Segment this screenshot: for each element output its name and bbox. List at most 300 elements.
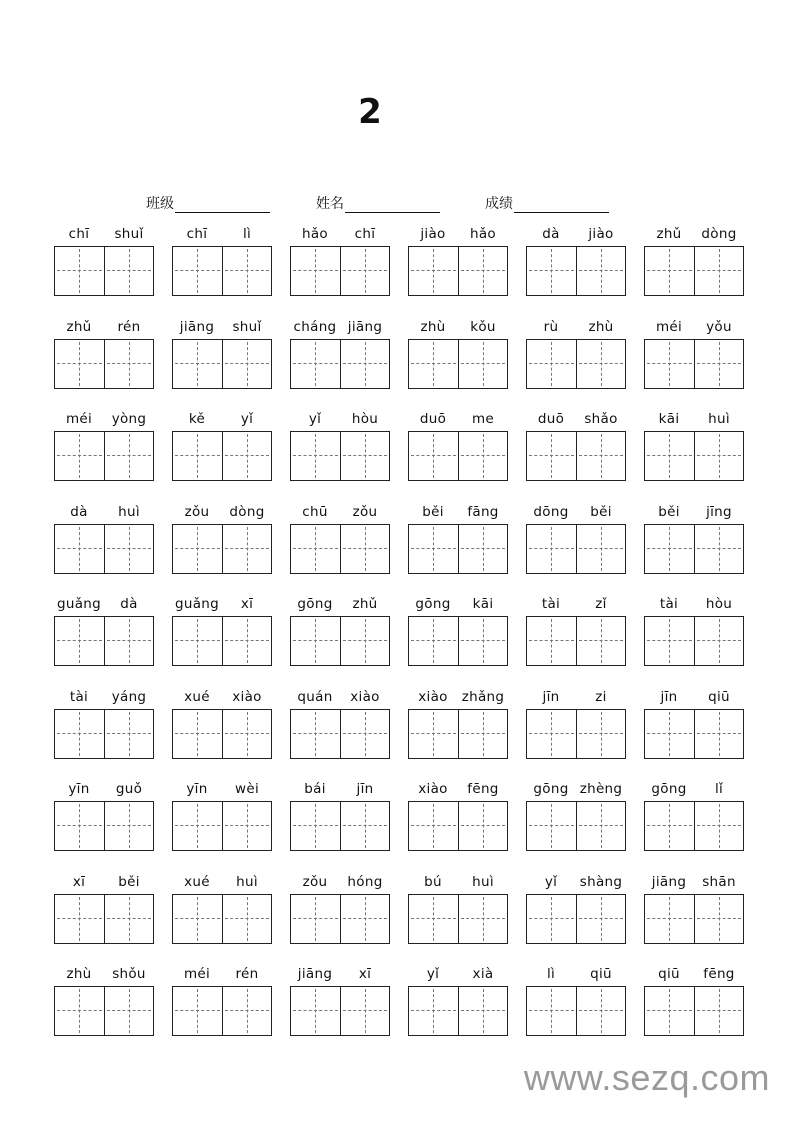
writing-cell[interactable] [527,525,576,573]
writing-cell[interactable] [576,525,626,573]
word-item [408,504,508,576]
writing-cell[interactable] [527,895,576,943]
writing-boxes [644,431,744,481]
writing-cell[interactable] [55,340,104,388]
writing-cell[interactable] [173,802,222,850]
word-item [172,596,272,668]
writing-cell[interactable] [104,895,154,943]
writing-cell[interactable] [340,987,390,1035]
word-item [526,966,626,1038]
pinyin-syllable: hòu [351,411,379,427]
word-item [526,874,626,946]
writing-cell[interactable] [104,525,154,573]
pinyin-syllable: dà [120,596,138,612]
pinyin-syllable: zhù [588,318,614,335]
writing-cell[interactable] [222,895,272,943]
writing-cell[interactable] [576,895,626,943]
word-item [290,411,390,483]
word-item [54,781,154,853]
writing-cell[interactable] [458,340,508,388]
writing-cell[interactable] [104,247,154,295]
writing-cell[interactable] [576,432,626,480]
word-item [54,966,154,1038]
writing-boxes [172,431,272,481]
writing-cell[interactable] [55,247,104,295]
writing-cell[interactable] [173,987,222,1035]
writing-cell[interactable] [458,525,508,573]
word-item [290,226,390,298]
writing-cell[interactable] [291,247,340,295]
writing-cell[interactable] [409,617,458,665]
writing-boxes [290,616,390,666]
writing-cell[interactable] [576,802,626,850]
writing-boxes [408,986,508,1036]
writing-cell[interactable] [694,247,744,295]
pinyin-syllable: shàng [579,873,623,890]
pinyin-syllable: jiāng [651,873,687,890]
writing-cell[interactable] [55,525,104,573]
writing-cell[interactable] [340,802,390,850]
pinyin-syllable: yáng [111,688,147,705]
pinyin-syllable: rén [235,966,259,982]
word-item [644,504,744,576]
writing-cell[interactable] [645,247,694,295]
pinyin-syllable: zhǔ [656,226,682,242]
pinyin-syllable: zi [595,688,607,705]
pinyin-syllable: duō [537,411,565,427]
pinyin-syllable: zhù [66,966,92,982]
pinyin-syllable: shǎo [584,411,618,427]
writing-boxes [526,524,626,574]
pinyin-syllable: duō [419,411,447,427]
pinyin-syllable: jiāng [297,966,333,982]
writing-boxes [408,524,508,574]
writing-cell[interactable] [173,617,222,665]
pinyin-syllable: guǒ [115,781,143,797]
writing-boxes [54,894,154,944]
word-item [526,596,626,668]
pinyin-syllable: guǎng [174,596,220,612]
pinyin-syllable: dà [70,503,88,520]
writing-boxes [644,246,744,296]
writing-cell[interactable] [222,987,272,1035]
pinyin-syllable: chī [186,226,208,242]
writing-boxes [526,339,626,389]
word-item [172,319,272,391]
word-item [54,596,154,668]
writing-boxes [644,709,744,759]
pinyin-syllable: gōng [415,596,451,612]
writing-boxes [526,894,626,944]
page-number: 2 [358,92,382,132]
word-item [290,966,390,1038]
writing-cell[interactable] [222,525,272,573]
writing-boxes [172,709,272,759]
word-item [290,689,390,761]
writing-boxes [644,339,744,389]
writing-cell[interactable] [291,432,340,480]
writing-cell[interactable] [340,525,390,573]
word-item [526,504,626,576]
word-item [408,966,508,1038]
writing-cell[interactable] [409,987,458,1035]
pinyin-syllable: chū [302,503,328,520]
writing-cell[interactable] [645,432,694,480]
pinyin-syllable: xī [240,596,254,612]
word-row [54,504,754,597]
word-row [54,226,754,319]
writing-cell[interactable] [458,432,508,480]
word-item [290,781,390,853]
word-item [644,226,744,298]
writing-boxes [644,524,744,574]
pinyin-syllable: hóng [347,873,383,890]
writing-cell[interactable] [55,987,104,1035]
writing-cell[interactable] [409,432,458,480]
writing-boxes [172,524,272,574]
writing-boxes [290,986,390,1036]
writing-cell[interactable] [694,617,744,665]
pinyin-syllable: xué [184,873,210,890]
pinyin-syllable: yòng [111,411,147,427]
writing-boxes [526,709,626,759]
writing-cell[interactable] [409,247,458,295]
pinyin-syllable: gōng [297,596,333,612]
writing-cell[interactable] [576,710,626,758]
word-item [644,874,744,946]
writing-cell[interactable] [291,340,340,388]
word-item [172,226,272,298]
writing-cell[interactable] [104,802,154,850]
pinyin-syllable: méi [65,411,93,427]
writing-cell[interactable] [173,340,222,388]
pinyin-syllable: rén [117,318,141,335]
word-item [644,596,744,668]
writing-boxes [54,431,154,481]
writing-cell[interactable] [291,617,340,665]
writing-cell[interactable] [527,247,576,295]
word-item [54,689,154,761]
writing-cell[interactable] [576,617,626,665]
writing-cell[interactable] [409,525,458,573]
word-item [172,874,272,946]
writing-cell[interactable] [409,802,458,850]
word-item [408,874,508,946]
word-item [526,226,626,298]
writing-cell[interactable] [104,710,154,758]
word-row [54,319,754,412]
pinyin-syllable: běi [658,503,680,520]
writing-cell[interactable] [645,340,694,388]
pinyin-syllable: dōng [533,503,569,520]
writing-boxes [526,246,626,296]
writing-cell[interactable] [222,617,272,665]
word-item [290,319,390,391]
pinyin-syllable: yīn [186,781,208,797]
writing-cell[interactable] [55,617,104,665]
writing-cell[interactable] [458,895,508,943]
pinyin-syllable: méi [183,966,211,982]
word-row [54,689,754,782]
writing-cell[interactable] [527,432,576,480]
writing-cell[interactable] [645,710,694,758]
pinyin-syllable: wèi [235,781,259,797]
pinyin-syllable: tài [541,596,561,612]
pinyin-syllable: shǒu [112,966,146,982]
score-blank[interactable] [514,198,609,213]
writing-cell[interactable] [222,802,272,850]
pinyin-syllable: dòng [701,226,737,242]
pinyin-syllable: gōng [651,781,687,797]
pinyin-syllable: jiào [420,226,446,242]
writing-boxes [644,801,744,851]
writing-cell[interactable] [222,710,272,758]
pinyin-syllable: yǒu [706,318,732,335]
word-item [644,319,744,391]
practice-grid [54,226,754,1059]
writing-boxes [644,986,744,1036]
writing-cell[interactable] [291,710,340,758]
writing-cell[interactable] [409,710,458,758]
writing-cell[interactable] [694,432,744,480]
pinyin-syllable: lì [546,966,556,982]
header-fields [0,193,800,213]
writing-cell[interactable] [694,710,744,758]
writing-cell[interactable] [104,987,154,1035]
writing-cell[interactable] [409,895,458,943]
writing-cell[interactable] [458,987,508,1035]
pinyin-syllable: xiào [418,781,448,797]
pinyin-syllable: kāi [658,411,680,427]
writing-cell[interactable] [458,802,508,850]
writing-boxes [408,894,508,944]
writing-boxes [54,709,154,759]
word-item [172,781,272,853]
word-item [290,874,390,946]
writing-cell[interactable] [527,340,576,388]
writing-cell[interactable] [645,802,694,850]
pinyin-syllable: chī [354,226,376,242]
pinyin-syllable: yǐ [426,966,440,982]
word-item [408,781,508,853]
pinyin-syllable: kǒu [470,318,496,335]
word-item [408,411,508,483]
word-item [526,319,626,391]
pinyin-syllable: yǐ [240,411,254,427]
pinyin-syllable: běi [118,873,140,890]
writing-cell[interactable] [222,340,272,388]
writing-cell[interactable] [291,802,340,850]
word-item [526,689,626,761]
writing-boxes [526,801,626,851]
writing-boxes [172,986,272,1036]
writing-cell[interactable] [291,895,340,943]
watermark: www.sezq.com [523,1057,770,1098]
writing-cell[interactable] [576,987,626,1035]
writing-boxes [290,246,390,296]
writing-cell[interactable] [222,247,272,295]
writing-cell[interactable] [340,710,390,758]
writing-boxes [172,894,272,944]
pinyin-syllable: xiào [418,688,448,705]
writing-cell[interactable] [104,432,154,480]
word-item [644,966,744,1038]
writing-cell[interactable] [576,340,626,388]
word-item [54,504,154,576]
word-item [172,411,272,483]
writing-cell[interactable] [694,525,744,573]
writing-cell[interactable] [645,987,694,1035]
word-item [54,874,154,946]
class-label: 班级 [146,196,174,212]
pinyin-syllable: zhǎng [461,688,505,705]
pinyin-syllable: běi [422,503,444,520]
pinyin-syllable: qiū [708,688,730,705]
word-item [54,319,154,391]
pinyin-syllable: xiào [350,688,380,705]
word-row [54,596,754,689]
pinyin-syllable: gōng [533,781,569,797]
pinyin-syllable: jiāng [347,318,383,335]
pinyin-syllable: yīn [68,781,90,797]
writing-cell[interactable] [340,340,390,388]
pinyin-syllable: quán [297,688,333,705]
writing-cell[interactable] [222,432,272,480]
word-item [408,689,508,761]
pinyin-syllable: hòu [705,596,733,612]
writing-cell[interactable] [55,710,104,758]
writing-cell[interactable] [104,340,154,388]
pinyin-syllable: xiào [232,688,262,705]
pinyin-syllable: kāi [472,596,494,612]
pinyin-syllable: chī [68,226,90,242]
pinyin-syllable: xī [72,873,86,890]
writing-boxes [54,339,154,389]
pinyin-syllable: me [471,411,495,427]
pinyin-syllable: zǒu [184,503,210,520]
pinyin-syllable: zhèng [579,781,623,797]
writing-cell[interactable] [409,340,458,388]
pinyin-syllable: huì [472,873,494,890]
pinyin-syllable: rù [543,318,559,335]
pinyin-syllable: lǐ [714,781,724,797]
pinyin-syllable: zǐ [595,596,607,612]
writing-cell[interactable] [458,247,508,295]
writing-cell[interactable] [173,432,222,480]
writing-cell[interactable] [645,525,694,573]
word-item [54,226,154,298]
word-item [172,966,272,1038]
word-item [172,689,272,761]
writing-cell[interactable] [173,710,222,758]
pinyin-syllable: kě [188,411,206,427]
writing-boxes [408,339,508,389]
writing-boxes [526,986,626,1036]
writing-boxes [290,339,390,389]
writing-cell[interactable] [340,247,390,295]
writing-cell[interactable] [527,802,576,850]
pinyin-syllable: tài [659,596,679,612]
writing-boxes [54,524,154,574]
writing-cell[interactable] [694,802,744,850]
writing-boxes [644,894,744,944]
pinyin-syllable: lì [242,226,252,242]
writing-cell[interactable] [340,617,390,665]
writing-boxes [408,431,508,481]
writing-cell[interactable] [645,895,694,943]
pinyin-syllable: zhù [420,318,446,335]
name-blank[interactable] [345,198,440,213]
class-blank[interactable] [175,198,270,213]
writing-cell[interactable] [340,432,390,480]
writing-cell[interactable] [694,340,744,388]
pinyin-syllable: xī [358,966,372,982]
writing-cell[interactable] [527,987,576,1035]
pinyin-syllable: qiū [658,966,680,982]
writing-boxes [54,986,154,1036]
writing-cell[interactable] [55,802,104,850]
word-item [408,319,508,391]
pinyin-syllable: jīn [660,688,678,705]
writing-cell[interactable] [458,710,508,758]
writing-cell[interactable] [55,432,104,480]
writing-cell[interactable] [104,617,154,665]
pinyin-syllable: fāng [467,503,499,520]
score-label: 成绩 [485,196,513,212]
writing-cell[interactable] [291,525,340,573]
pinyin-syllable: fēng [467,781,499,797]
pinyin-syllable: hǎo [470,226,496,242]
writing-boxes [54,616,154,666]
word-item [526,781,626,853]
writing-cell[interactable] [694,895,744,943]
pinyin-syllable: xià [472,966,494,982]
word-item [408,596,508,668]
word-item [644,689,744,761]
writing-cell[interactable] [173,247,222,295]
pinyin-syllable: zhǔ [66,318,92,335]
writing-boxes [408,801,508,851]
writing-boxes [290,801,390,851]
pinyin-syllable: jīn [542,688,560,705]
pinyin-syllable: jiāng [179,318,215,335]
writing-cell[interactable] [645,617,694,665]
word-item [290,504,390,576]
writing-boxes [644,616,744,666]
pinyin-syllable: huì [708,411,730,427]
name-field [316,193,440,213]
pinyin-syllable: shuǐ [114,226,144,242]
writing-boxes [408,709,508,759]
writing-cell[interactable] [527,710,576,758]
writing-boxes [290,894,390,944]
writing-cell[interactable] [694,987,744,1035]
pinyin-syllable: hǎo [302,226,328,242]
word-item [408,226,508,298]
word-row [54,411,754,504]
writing-cell[interactable] [340,895,390,943]
pinyin-syllable: zhǔ [352,596,378,612]
writing-cell[interactable] [55,895,104,943]
writing-cell[interactable] [576,247,626,295]
writing-cell[interactable] [173,895,222,943]
writing-cell[interactable] [458,617,508,665]
writing-boxes [54,246,154,296]
writing-cell[interactable] [291,987,340,1035]
writing-cell[interactable] [173,525,222,573]
writing-boxes [290,524,390,574]
writing-cell[interactable] [527,617,576,665]
